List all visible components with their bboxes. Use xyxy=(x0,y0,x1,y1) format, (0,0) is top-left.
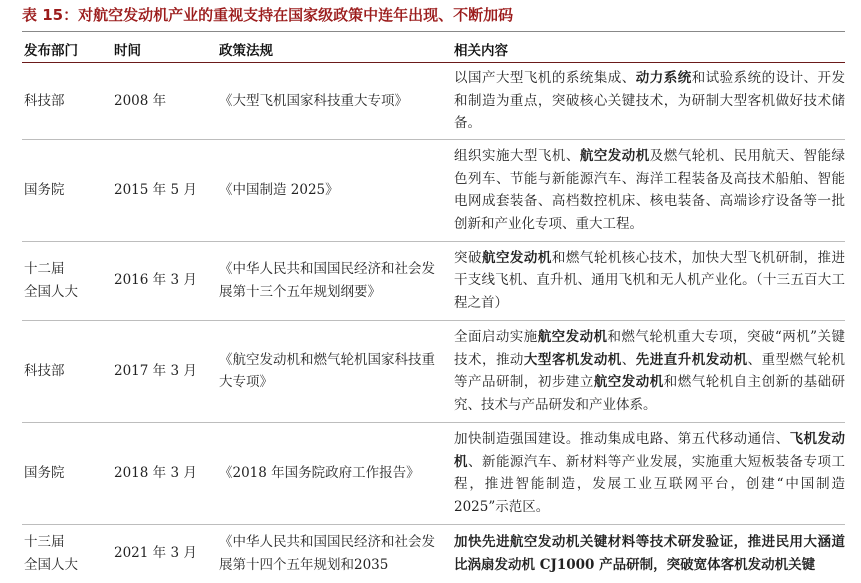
content-emphasis: 加快先进航空发动机关键材料等技术研发验证，推进民用大涵道比涡扇发动机 CJ1000 产品研制，突破宽体客机发动机关键 xyxy=(454,534,845,573)
dept-line: 全国人大 xyxy=(24,556,78,573)
dept-cell xyxy=(22,241,112,320)
time-cell: 2021 年 3 月 xyxy=(114,545,197,562)
header-policy: 政策法规 xyxy=(217,36,452,63)
content-cell xyxy=(452,320,845,422)
content-text: 和燃气轮机自主创新的基础研究、技术与产品研发和产业体系。 xyxy=(454,374,846,413)
content-text: 及燃气轮机、民用航天、智能绿色列车、节能与新能源汽车、海洋工程装备及高技术船舶、智能电网成套装备、高档数控机床、核电装备、高端诊疗设备等一批创新和产业化专项、重大工程。 xyxy=(454,148,846,232)
time-cell: 2017 年 3 月 xyxy=(112,320,217,422)
policy-cell: 《2018 年国务院政府工作报告》 xyxy=(217,422,452,524)
content-text: 和燃气轮机核心技术，加快大型飞机研制，推进干支线飞机、直升机、通用飞机和无人机产业化。（十三五百大工程之首） xyxy=(454,249,846,311)
time-cell: 2018 年 3 月 xyxy=(112,422,217,524)
policy-cell: 《中国制造 2025》 xyxy=(217,139,452,241)
content-emphasis: 航空发动机 xyxy=(593,374,664,390)
content-text: 、重型燃气轮机等产品研制，初步建立 xyxy=(454,351,846,390)
content-emphasis: 动力系统 xyxy=(635,70,692,86)
policy-cell: 《中华人民共和国国民经济和社会发展第十三个五年规划纲要》 xyxy=(217,241,452,320)
content-cell xyxy=(452,63,845,140)
header-row xyxy=(22,36,845,63)
table-row xyxy=(22,524,845,583)
content-emphasis: 先进直升机发动机 xyxy=(635,351,748,368)
time-cell: 2016 年 3 月 xyxy=(112,241,217,320)
dept-line: 十二届 xyxy=(24,261,65,277)
dept-cell xyxy=(22,524,112,583)
content-text: 和试验系统的设计、开发和制造为重点，突破核心关键技术，为研制大型客机做好技术储备。 xyxy=(454,70,846,131)
dept-cell: 科技部 xyxy=(22,320,112,422)
policy-cell: 《航空发动机和燃气轮机国家科技重大专项》 xyxy=(217,320,452,422)
content-emphasis: 大型客机发动机 xyxy=(523,351,622,368)
content-emphasis: 航空发动机 xyxy=(537,329,608,345)
table-row xyxy=(22,139,845,241)
content-cell xyxy=(452,422,845,524)
table-row xyxy=(22,63,845,140)
content-text: 组织实施大型飞机、 xyxy=(454,148,580,164)
content-text: 加快制造强国建设。推动集成电路、第五代移动通信、 xyxy=(454,431,790,447)
content-text: 和燃气轮机重大专项，突破“两机”关键技术，推动 xyxy=(454,329,845,368)
content-text: 以国产大型飞机的系统集成、 xyxy=(454,70,636,86)
dept-line: 十三届 xyxy=(24,534,65,550)
policy-cell: 《大型飞机国家科技重大专项》 xyxy=(217,63,452,140)
header-time: 时间 xyxy=(112,36,217,63)
content-text: 、新能源汽车、新材料等产业发展，实施重大短板装备专项工程，推进智能制造，发展工业互联网平台，创建“中国制造 2025”示范区。 xyxy=(454,453,846,515)
table-row xyxy=(22,241,845,320)
content-text: 全面启动实施 xyxy=(454,329,538,345)
table-row xyxy=(22,320,845,422)
content-text: 、 xyxy=(621,351,636,368)
time-cell: 2015 年 5 月 xyxy=(112,139,217,241)
content-emphasis: 飞机发动机 xyxy=(454,431,846,470)
content-cell xyxy=(452,524,845,583)
time-cell: 2008 年 xyxy=(112,63,217,140)
table-row xyxy=(22,422,845,524)
content-cell xyxy=(452,241,845,320)
dept-line: 全国人大 xyxy=(24,283,78,300)
dept-cell: 科技部 xyxy=(22,63,112,140)
content-cell xyxy=(452,139,845,241)
policy-cell: 《中华人民共和国国民经济和社会发展第十四个五年规划和2035 xyxy=(219,534,435,573)
header-content: 相关内容 xyxy=(452,36,845,63)
header-dept: 发布部门 xyxy=(22,36,112,63)
dept-cell: 国务院 xyxy=(22,139,112,241)
content-text: 突破 xyxy=(454,249,482,266)
title-divider xyxy=(22,31,845,32)
content-emphasis: 航空发动机 xyxy=(481,249,552,266)
table-title: 表 15：对航空发动机产业的重视支持在国家级政策中连年出现、不断加码 xyxy=(22,6,514,24)
dept-cell: 国务院 xyxy=(22,422,112,524)
content-emphasis: 航空发动机 xyxy=(579,148,650,164)
policy-table xyxy=(22,36,845,583)
